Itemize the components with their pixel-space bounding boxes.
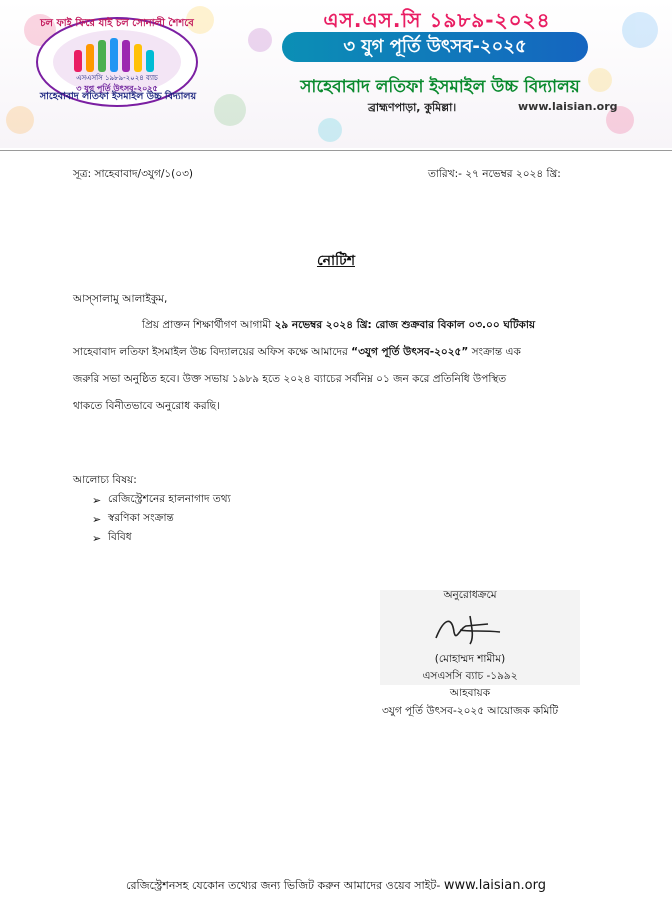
school-name: সাহেবাবাদ লতিফা ইসমাইল উচ্চ বিদ্যালয় — [300, 77, 580, 97]
signatory-batch: এসএসসি ব্যাচ -১৯৯২ — [422, 670, 518, 682]
footer-website-link[interactable]: www.laisian.org — [443, 878, 546, 893]
arrow-bullet-icon: ➢ — [92, 494, 102, 507]
para1-text: প্রিয় প্রাক্তন শিক্ষার্থীগণ আগামী — [142, 319, 275, 331]
signatory-role: আহবায়ক — [449, 687, 491, 699]
logo-arc-text: চল ফাই ফিরে যাই চল সোনালী শৈশবে — [40, 18, 194, 29]
logo-center-line2: ৩ যুগ পূর্তি উৎসব-২০২৫ — [76, 84, 158, 93]
letterhead — [0, 0, 672, 148]
batch-title: এস.এস.সি ১৯৮৯-২০২৪ — [323, 8, 551, 32]
paragraph-line-1 — [142, 318, 535, 335]
header-divider — [0, 150, 672, 151]
event-banner — [282, 32, 588, 62]
letter-date: তারিখ:- ২৭ নভেম্বর ২০২৪ খ্রি: — [428, 168, 561, 180]
para2-text: সাহেবাবাদ লতিফা ইসমাইল উচ্চ বিদ্যালয়ের অফিস কক্ষে আমাদের — [73, 346, 352, 358]
arrow-bullet-icon: ➢ — [92, 513, 102, 526]
reference-number: সূত্র: সাহেবাবাদ/৩যুগ/১(০৩) — [73, 168, 194, 180]
logo-school-name: সাহেবাবাদ লতিফা ইসমাইল উচ্চ বিদ্যালয় — [39, 91, 197, 102]
paragraph-line-3: জরুরি সভা অনুষ্ঠিত হবে। উক্ত সভায় ১৯৮৯ হতে ২০২৪ ব্যাচের সর্বনিম্ন ০১ জন করে প্রতিনিধি উপস্থিত — [73, 373, 507, 385]
signatory-committee: ৩যুগ পূর্তি উৎসব-২০২৫ আয়োজক কমিটি — [381, 705, 559, 717]
paragraph-line-4: থাকতে বিনীতভাবে অনুরোধ করছি। — [73, 400, 220, 412]
handwritten-signature — [430, 608, 510, 648]
meeting-datetime: ২৯ নভেম্বর ২০২৪ খ্রি: রোজ শুক্রবার বিকাল ০৩.০০ ঘটিকায় — [274, 319, 536, 331]
paragraph-line-2 — [73, 345, 521, 362]
agenda-heading: আলোচ্য বিষয়: — [73, 474, 137, 486]
event-banner-text: ৩ যুগ পূর্তি উৎসব-২০২৫ — [343, 35, 527, 57]
arrow-bullet-icon: ➢ — [92, 532, 102, 545]
event-name: “৩যুগ পূর্তি উৎসব-২০২৫” — [351, 346, 469, 358]
agenda-item: ➢ বিবিধ — [92, 531, 132, 545]
para2-end: সংক্রান্ত এক — [468, 346, 521, 358]
footer — [0, 877, 672, 896]
agenda-item: ➢ স্বরণিকা সংক্রান্ত — [92, 512, 174, 526]
signature-closing: অনুরোধক্রমে — [443, 589, 497, 601]
agenda-item: ➢ রেজিস্ট্রেশনের হালনাগাদ তথ্য — [92, 493, 231, 507]
notice-title: নোটিশ — [316, 253, 355, 269]
header-website: www.laisian.org — [518, 100, 618, 113]
agenda-list — [92, 491, 231, 548]
greeting: আস্সালামু আলাইকুম, — [73, 293, 168, 305]
logo-center-line1: এসএসসি ১৯৮৯-২০২৪ ব্যাচ — [76, 74, 158, 82]
signatory-name: (মোহাম্মদ শামীম) — [434, 653, 506, 665]
footer-text: রেজিস্ট্রেশনসহ যেকোন তথ্যের জন্য ভিজিট করুন আমাদের ওয়েব সাইট- — [126, 879, 441, 892]
school-location: ব্রাহ্মণপাড়া, কুমিল্লা। — [368, 101, 457, 114]
